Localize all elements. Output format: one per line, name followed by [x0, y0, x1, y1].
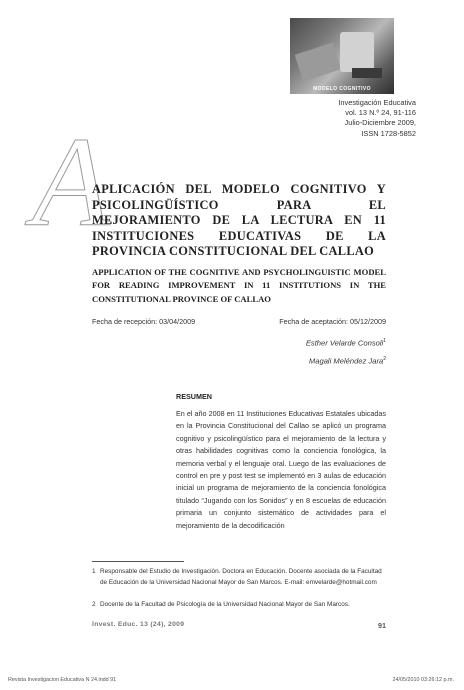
accepted-date: Fecha de aceptación: 05/12/2009 [279, 317, 386, 326]
header-photo [290, 18, 394, 94]
footnote-text: Docente de la Facultad de Psicología de la Universidad Nacional Mayor de San Marcos. [100, 601, 350, 608]
abstract-heading: RESUMEN [176, 392, 212, 401]
journal-info-line: Julio-Diciembre 2009, [344, 118, 416, 128]
photo-shape [352, 68, 382, 78]
author [309, 356, 386, 366]
article-title-english: APPLICATION OF THE COGNITIVE AND PSYCHOLINGUISTIC MODEL FOR READING IMPROVEMENT IN 11 INSTITUTIONS IN THE CONSTITUTIONAL PROVINCE OF CALLAO [92, 267, 386, 304]
decorative-initial: A [32, 111, 111, 253]
author-name: Esther Velarde Consoli [305, 338, 384, 348]
photo-shape [295, 43, 342, 82]
footnote [92, 566, 386, 588]
print-slug-date: 24/05/2010 03:26:12 p.m. [392, 677, 454, 683]
photo-caption: MODELO COGNITIVO [313, 86, 371, 92]
author-name: Magali Meléndez Jara [308, 356, 384, 366]
print-slug-file: Revista Investigacion Educativa N 24.indd 91 [8, 677, 117, 683]
abstract-body: En el año 2008 en 11 Instituciones Educativas Estatales ubicadas en la Provincia Constitucional del Callao se aplicó un programa cognitivo y psicolingüístico para el mejoramiento de la lectura y otras habilidades cognitivas como la conciencia fonológica, la memoria verbal y el lenguaje oral. Luego de las evaluaciones de control en pre y post test se implementó en 3 aulas de educación inicial un programa de mejoramiento de la conciencia fonológica titulado “Jugando con los Sonidos” y en 8 escuelas de educación primaria un conjunto sistemático de actividades para el mejoramiento de la decodificación [176, 409, 386, 530]
photo-shape [340, 32, 374, 72]
author-footnote-mark: 2 [383, 356, 386, 362]
footer-journal: Invest. Educ. 13 (24), 2009 [92, 621, 185, 628]
footnote [92, 599, 386, 610]
journal-info-line: Investigación Educativa [338, 98, 416, 107]
footnote-divider [92, 561, 184, 562]
author [306, 338, 386, 348]
footnote-number: 1 [92, 568, 96, 575]
footnote-text: Responsable del Estudio de Investigación. Doctora en Educación. Docente asociada de la Facultad de Educación de la Universidad Nacional Mayor de San Marcos. E-mail: emvelarde@hotmail.com [100, 568, 382, 586]
journal-info-line: ISSN 1728-5852 [361, 128, 416, 138]
received-date: Fecha de recepción: 03/04/2009 [92, 317, 196, 326]
journal-info-line: vol. 13 N.º 24, 91-116 [345, 108, 416, 118]
footnote-number: 2 [92, 601, 96, 608]
article-title-spanish: APLICACIÓN DEL MODELO COGNITIVO Y PSICOLINGÜÍSTICO PARA EL MEJORAMIENTO DE LA LECTURA EN 11 INSTITUCIONES EDUCATIVAS DE LA PROVINCIA CONSTITUCIONAL DEL CALLAO [92, 182, 386, 259]
journal-info [338, 98, 416, 139]
author-footnote-mark: 1 [383, 338, 386, 344]
page-number: 91 [378, 621, 386, 630]
